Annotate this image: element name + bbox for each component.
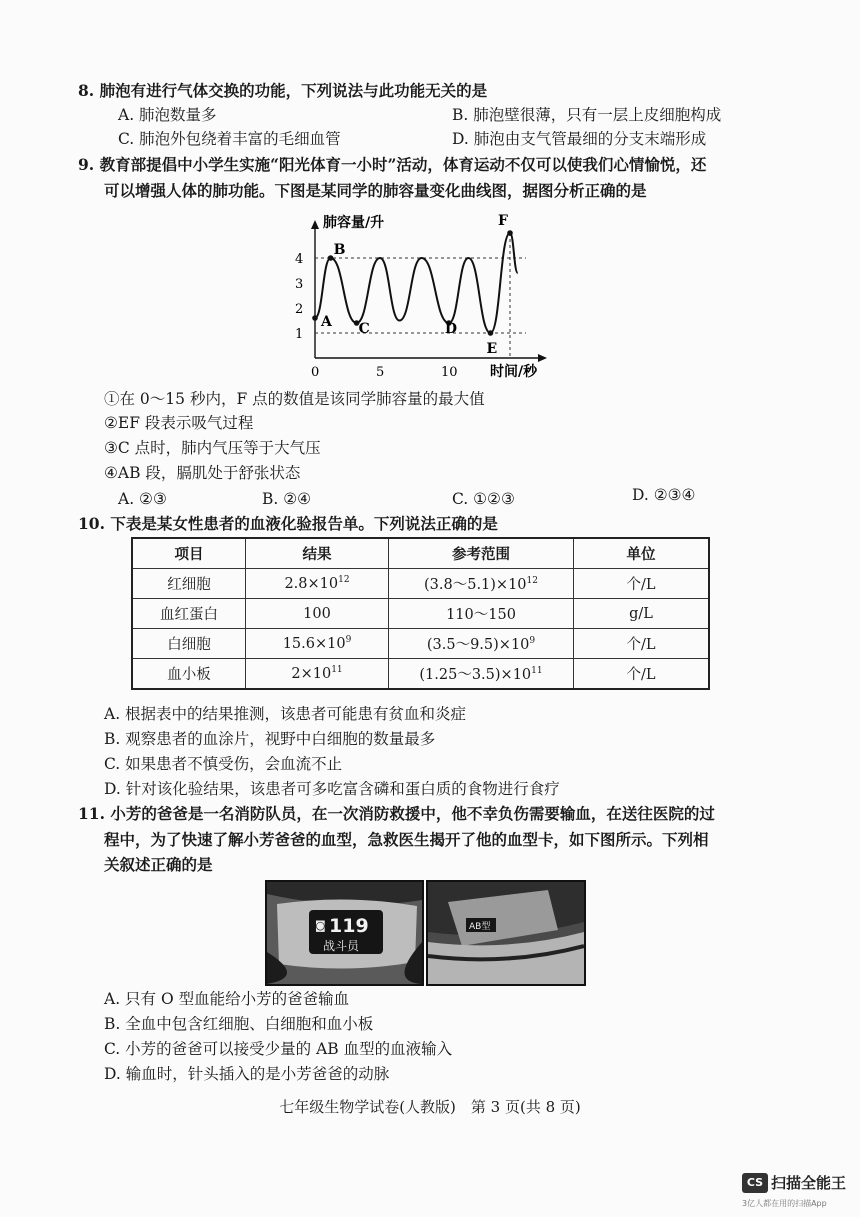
cell-unit: g/L [574,599,710,629]
q11-stem-line3: 关叙述正确的是 [104,855,213,874]
cell-item: 血红蛋白 [132,599,246,629]
firefighter-badge-photo [265,880,424,986]
q9-option-b: B. ②④ [262,490,312,508]
header-result: 结果 [246,538,389,569]
q9-statement-2: ②EF 段表示吸气过程 [104,414,254,432]
table-header-row [132,538,709,569]
q10-option-c: C. 如果患者不慎受伤，会血流不止 [104,755,343,773]
q9-option-c: C. ①②③ [452,490,515,508]
cell-unit: 个/L [574,659,710,690]
q8-option-d: D. 肺泡由支气管最细的分支末端形成 [452,130,707,148]
point-label: B [333,242,346,258]
blood-test-table [131,537,710,690]
q11-stem-line2: 程中，为了快速了解小芳爸爸的血型，急救医生揭开了他的血型卡，如下图所示。下列相 [104,830,709,849]
x-axis-label: 时间/秒 [490,364,538,380]
table-row [132,659,709,690]
q9-stem-line2: 可以增强人体的肺功能。下图是某同学的肺容量变化曲线图，据图分析正确的是 [104,181,647,200]
cell-range: $(3.5\sim 9.5)\times 10^9$ [389,629,574,659]
badge-text: 战斗员 [323,939,360,953]
point-label: D [444,321,458,337]
brand-tagline: 3亿人都在用的扫描App [742,1199,827,1208]
cell-result: $2\times 10^{11}$ [246,659,389,690]
q8-option-b: B. 肺泡壁很薄，只有一层上皮细胞构成 [452,106,722,124]
point-label: F [498,213,508,229]
q11-option-b: B. 全血中包含红细胞、白细胞和血小板 [104,1015,374,1033]
cell-item: 血小板 [132,659,246,690]
y-tick-label: 4 [295,252,304,267]
cell-range: $(3.8\sim 5.1)\times 10^{12}$ [389,569,574,599]
x-tick-label: 10 [441,365,458,380]
q9-option-d: D. ②③④ [632,486,696,504]
y-axis-arrow-icon [311,220,319,229]
q9-stem-line1: 9. 教育部提倡中小学生实施“阳光体育一小时”活动，体育运动不仅可以使我们心情愉悦，还 [78,155,707,174]
x-tick-label: 0 [311,365,320,380]
data-point [488,330,494,336]
q9-statement-4: ④AB 段，膈肌处于舒张状态 [104,464,301,482]
q9-statement-3: ③C 点时，肺内气压等于大气压 [104,439,321,457]
x-tick-label: 5 [376,365,385,380]
cell-result: 100 [246,599,389,629]
table-row [132,629,709,659]
svg-text:◙: ◙ [315,919,326,932]
table-row [132,569,709,599]
header-range: 参考范围 [389,538,574,569]
q10-option-d: D. 针对该化验结果，该患者可多吃富含磷和蛋白质的食物进行食疗 [104,780,560,798]
camscanner-logo-icon: CS [742,1173,768,1193]
point-label: E [486,341,498,357]
q8-option-a: A. 肺泡数量多 [118,106,217,124]
brand-name: 扫描全能王 [771,1174,847,1192]
q8-option-c: C. 肺泡外包绕着丰富的毛细血管 [118,130,341,148]
cell-item: 红细胞 [132,569,246,599]
point-label: A [321,314,332,330]
data-point [312,315,318,321]
scanner-watermark [742,1172,847,1208]
lung-volume-chart [285,200,555,390]
card-text: AB型 [469,922,491,932]
q10-stem: 10. 下表是某女性患者的血液化验报告单。下列说法正确的是 [78,514,498,533]
q11-option-a: A. 只有 O 型血能给小芳的爸爸输血 [104,990,350,1008]
table-row [132,599,709,629]
q10-option-b: B. 观察患者的血涂片，视野中白细胞的数量最多 [104,730,436,748]
header-item: 项目 [132,538,246,569]
q11-stem-line1: 11. 小芳的爸爸是一名消防队员，在一次消防救援中，他不幸负伤需要输血，在送往医院的过 [78,804,715,823]
blood-type-card-photo [426,880,586,986]
x-axis-arrow-icon [538,354,547,362]
cell-unit: 个/L [574,569,710,599]
cell-result: $2.8\times 10^{12}$ [246,569,389,599]
y-tick-label: 3 [295,277,304,292]
cell-result: $15.6\times 10^9$ [246,629,389,659]
q10-option-a: A. 根据表中的结果推测，该患者可能患有贫血和炎症 [104,705,467,723]
header-unit: 单位 [574,538,710,569]
badge-number: 119 [329,915,369,937]
cell-range: $(1.25\sim 3.5)\times 10^{11}$ [389,659,574,690]
cell-unit: 个/L [574,629,710,659]
q11-option-c: C. 小芳的爸爸可以接受少量的 AB 血型的血液输入 [104,1040,453,1058]
data-point [507,230,513,236]
page-footer: 七年级生物学试卷(人教版) 第 3 页(共 8 页) [279,1098,581,1116]
y-axis-label: 肺容量/升 [323,215,385,231]
q11-option-d: D. 输血时，针头插入的是小芳爸爸的动脉 [104,1065,390,1083]
q8-stem: 8. 肺泡有进行气体交换的功能，下列说法与此功能无关的是 [78,81,488,100]
cell-item: 白细胞 [132,629,246,659]
y-tick-label: 1 [295,327,304,342]
q9-option-a: A. ②③ [118,490,167,508]
point-label: C [358,321,370,337]
cell-range: 110～150 [389,599,574,629]
y-tick-label: 2 [295,302,304,317]
q9-statement-1: ①在 0～15 秒内，F 点的数值是该同学肺容量的最大值 [104,390,485,408]
data-point [328,255,334,261]
